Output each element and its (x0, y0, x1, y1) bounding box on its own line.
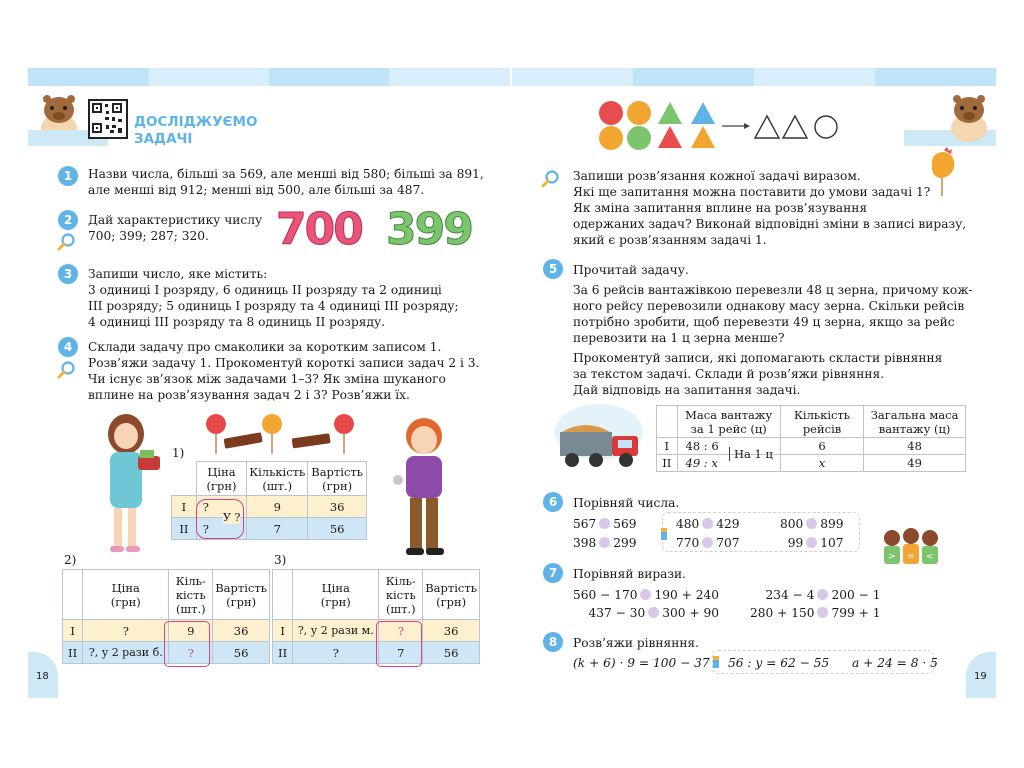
big-number-700: 700 (276, 204, 362, 255)
magnifier-icon (57, 233, 75, 251)
task-2-text: Дай характеристику числу 700; 399; 287; 320. (88, 213, 263, 243)
kids-comparison-illustration (878, 526, 944, 568)
task-6-col1: 567 569 398 299 (573, 517, 637, 550)
table-row: ІІ ?, у 2 рази б. ? 56 (63, 642, 270, 664)
task-6-number: 6 (543, 492, 563, 512)
compare-circle[interactable] (599, 537, 610, 548)
table-3: Ціна (грн) Кіль- кість (шт.) Вартість (грн) І ?, у 2 рази м. ? 36 ІІ ? 7 56 (272, 569, 480, 664)
capybara-mascot-right (944, 88, 994, 144)
svg-text:<: < (926, 552, 934, 562)
girl-illustration (96, 412, 166, 560)
top-bar-right (512, 68, 996, 86)
page-number-right: 19 (974, 671, 987, 682)
section-title-line1: ДОСЛІДЖУЄМО (134, 114, 258, 130)
table-1-label: 1) (172, 446, 185, 460)
equation-3: a + 24 = 8 · 5 (852, 656, 938, 670)
compare-circle[interactable] (806, 518, 817, 529)
page-number-left: 18 (36, 671, 49, 682)
top-bar-left (28, 68, 510, 86)
table-row: ІІ 49 : x x 49 (657, 455, 966, 472)
task-5-table: Маса вантажу за 1 рейс (ц) Кількість рейсів Загальна маса вантажу (ц) І 48 : 6 6 48 ІІ 49 : x x 49 (656, 405, 966, 472)
task-8-title: Розв’яжи рівняння. (573, 636, 699, 650)
pencil-icon (660, 527, 668, 541)
shapes-illustration (598, 100, 842, 152)
compare-circle[interactable] (599, 518, 610, 529)
svg-text:>: > (888, 552, 896, 562)
qr-code[interactable] (88, 99, 128, 139)
compare-circle[interactable] (702, 518, 713, 529)
sweets-illustration (200, 410, 360, 456)
table-row: І ?, у 2 рази м. ? 36 (273, 620, 480, 642)
svg-text:=: = (907, 552, 915, 562)
task-3-text: Запиши число, яке містить: 3 одиниці І розряду, 6 одиниць ІІ розряду та 2 одиниці ІІІ розряду; 5 одиниць І розряду та 4 одиниці ІІІ розряду; 4 одиниці ІІІ розряду та 8 одиниць ІІ розряду. (88, 267, 459, 329)
table-1: Ціна (грн) Кількість (шт.) Вартість (грн) І ? 9 36 ІІ ? 7 56 (171, 461, 367, 540)
qty-highlight-box (376, 621, 422, 667)
table-row: І 48 : 6 6 48 (657, 438, 966, 455)
compare-circle[interactable] (817, 589, 828, 600)
equation-1: (k + 6) · 9 = 100 − 37 (573, 656, 710, 670)
table-2-label: 2) (64, 553, 77, 567)
task-4-text: Склади задачу про смаколики за коротким записом 1. Розв’яжи задачу 1. Прокоментуй короткі записи задач 2 і 3. Чи існує зв’язок між задачами 1–3? Як зміна шуканого вплине на розв’язування задач 2 і 3? Розв’яжи їх. (88, 340, 480, 402)
compare-circle[interactable] (648, 607, 659, 618)
section-title-line2: ЗАДАЧІ (134, 131, 193, 147)
task-5-text-2: Прокоментуй записи, які допомагають скласти рівняння за текстом задачі. Склади й розв’яжи рівняння. Дай відповідь на запитання задачі. (573, 351, 943, 397)
table-2: Ціна (грн) Кіль- кість (шт.) Вартість (грн) І ? 9 36 ІІ ?, у 2 рази б. ? 56 (62, 569, 270, 664)
task-1-text: Назви числа, більші за 569, але менші від 580; більші за 891, але менші від 912; менші від 500, але більші за 487. (88, 167, 484, 197)
bracket-label: На 1 ц (729, 447, 773, 461)
task-5-number: 5 (543, 259, 563, 279)
task-7-title: Порівняй вирази. (573, 567, 687, 581)
task-7-col1: 560 − 170 190 + 240 437 − 30 300 + 90 (573, 588, 719, 620)
table-row: ІІ ? 7 56 (172, 518, 367, 540)
task-4-number: 4 (58, 337, 78, 357)
table-row: ІІ ? 7 56 (273, 642, 480, 664)
equation-2: 56 : y = 62 − 55 (728, 656, 830, 670)
table-row: І ? 9 36 (63, 620, 270, 642)
task-6-title: Порівняй числа. (573, 496, 680, 510)
magnifier-icon (57, 361, 75, 379)
intro-text: Запиши розв’язання кожної задачі виразом. Які ще запитання можна поставити до умови задачі 1? Як зміна запитання вплине на розв’язування одержаних задач? Виконай відповідні зміни в записі виразу, який є розв’язанням задачі 1. (573, 169, 967, 247)
task-5-text: За 6 рейсів вантажівкою перевезли 48 ц зерна, причому кож- ного рейсу перевозили однакову масу зерна. Скільки рейсів потрібно зробити, щоб перевезти 49 ц зерна, якщо за рейс перевозити на 1 ц зерна менше? (573, 283, 973, 345)
task-2-number: 2 (58, 210, 78, 230)
truck-illustration (554, 402, 644, 476)
task-8-number: 8 (543, 632, 563, 652)
bracket-label: У ? (223, 511, 241, 524)
table-3-label: 3) (274, 553, 287, 567)
table-row: І ? 9 36 (172, 496, 367, 518)
task-6-col2: 480 429 770 707 (676, 517, 740, 550)
compare-circle[interactable] (702, 537, 713, 548)
section-title (134, 114, 257, 148)
task-6-col3: 800 899 99 107 (780, 517, 844, 550)
compare-circle[interactable] (817, 607, 828, 618)
pencil-icon (712, 655, 720, 669)
boy-illustration (390, 414, 458, 562)
task-5-title: Прочитай задачу. (573, 263, 689, 277)
qty-highlight-box (164, 621, 210, 667)
magnifier-icon (541, 170, 559, 188)
task-1-number: 1 (58, 166, 78, 186)
task-3-number: 3 (58, 264, 78, 284)
big-number-399: 399 (386, 204, 472, 255)
task-7-number: 7 (543, 563, 563, 583)
task-7-col2: 234 − 4 200 − 1 280 + 150 799 + 1 (750, 588, 881, 620)
compare-circle[interactable] (640, 589, 651, 600)
compare-circle[interactable] (806, 537, 817, 548)
